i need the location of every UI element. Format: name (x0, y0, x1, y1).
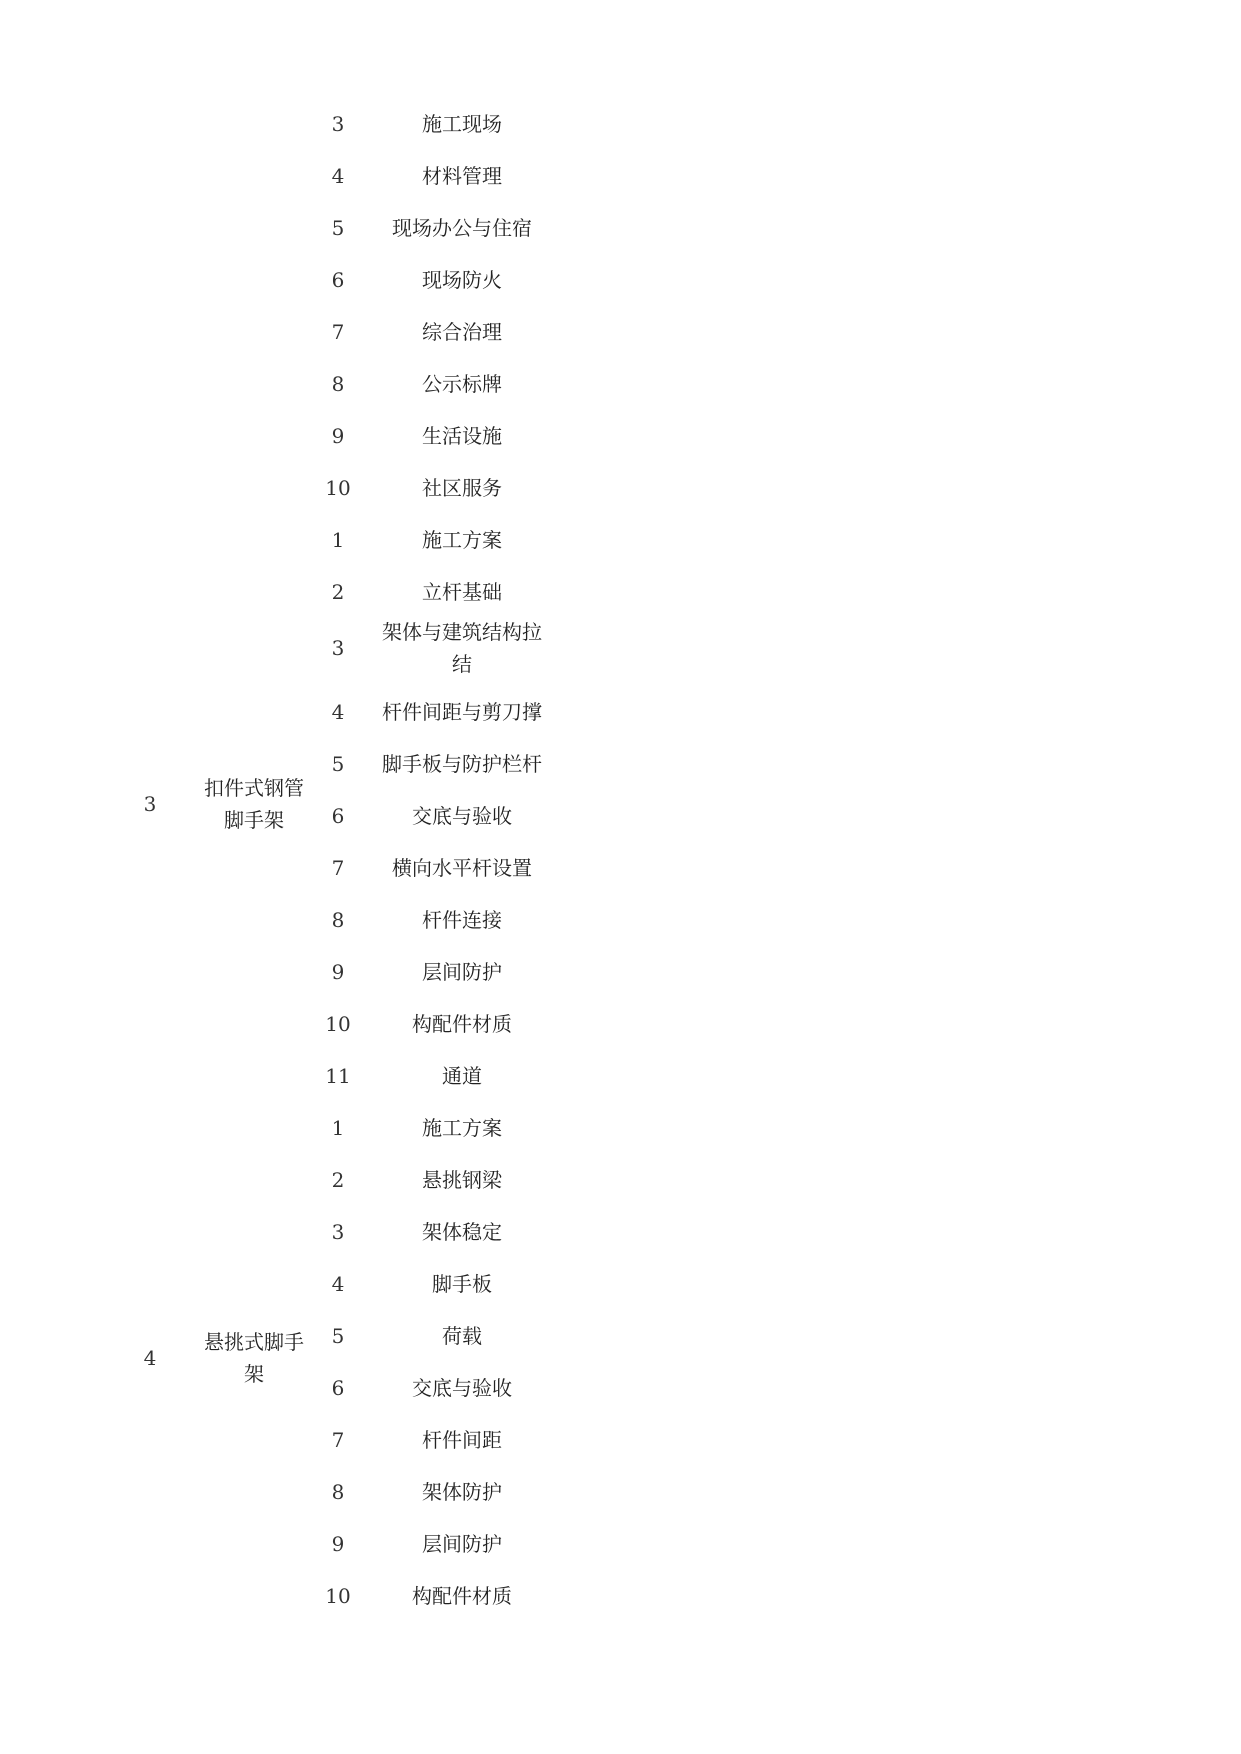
item-number: 10 (325, 476, 351, 500)
table-row (0, 1206, 1241, 1258)
table-row (0, 1466, 1241, 1518)
item-number: 1 (331, 528, 345, 552)
item-name: 施工方案 (422, 528, 502, 552)
item-name: 层间防护 (422, 1532, 502, 1556)
item-name: 现场防火 (422, 268, 502, 292)
table-row (0, 462, 1241, 514)
table-row (0, 1414, 1241, 1466)
item-number: 3 (331, 1220, 345, 1244)
table-row (0, 686, 1241, 738)
table-row (0, 1310, 1241, 1362)
item-name: 施工现场 (422, 112, 502, 136)
table-row (0, 306, 1241, 358)
item-number: 6 (331, 268, 345, 292)
table-row (0, 150, 1241, 202)
table-row (0, 1050, 1241, 1102)
category-number: 4 (143, 1346, 157, 1370)
table-row (0, 358, 1241, 410)
item-number: 5 (331, 216, 345, 240)
item-number: 6 (331, 1376, 345, 1400)
table-row (0, 616, 1241, 682)
item-number: 7 (331, 320, 345, 344)
item-name: 社区服务 (422, 476, 502, 500)
item-name: 杆件间距与剪刀撑 (382, 700, 542, 724)
table-row (0, 1362, 1241, 1414)
item-number: 3 (331, 112, 345, 136)
item-name: 脚手板 (432, 1272, 492, 1296)
item-name: 构配件材质 (412, 1012, 512, 1036)
item-number: 3 (331, 636, 345, 660)
table-row (0, 998, 1241, 1050)
item-number: 8 (331, 908, 345, 932)
item-number: 7 (331, 1428, 345, 1452)
table-row (0, 1154, 1241, 1206)
item-name: 交底与验收 (412, 804, 512, 828)
item-name: 架体与建筑结构拉结 (382, 620, 542, 676)
table-row (0, 1258, 1241, 1310)
table-row (0, 254, 1241, 306)
table-row (0, 946, 1241, 998)
item-name: 立杆基础 (422, 580, 502, 604)
item-name: 施工方案 (422, 1116, 502, 1140)
item-name: 悬挑钢梁 (422, 1168, 502, 1192)
table-row (0, 410, 1241, 462)
item-name: 架体稳定 (422, 1220, 502, 1244)
item-name: 材料管理 (422, 164, 502, 188)
item-name: 脚手板与防护栏杆 (382, 752, 542, 776)
item-name: 生活设施 (422, 424, 502, 448)
item-number: 9 (331, 960, 345, 984)
item-number: 7 (331, 856, 345, 880)
item-name: 杆件间距 (422, 1428, 502, 1452)
item-number: 2 (331, 1168, 345, 1192)
item-number: 8 (331, 372, 345, 396)
category-name: 悬挑式脚手架 (204, 1330, 304, 1386)
item-number: 1 (331, 1116, 345, 1140)
table-row (0, 514, 1241, 566)
item-name: 构配件材质 (412, 1584, 512, 1608)
item-number: 10 (325, 1584, 351, 1608)
item-name: 荷载 (442, 1324, 482, 1348)
table-row (0, 894, 1241, 946)
item-name: 架体防护 (422, 1480, 502, 1504)
item-number: 9 (331, 1532, 345, 1556)
item-number: 11 (325, 1064, 351, 1088)
item-number: 10 (325, 1012, 351, 1036)
item-number: 6 (331, 804, 345, 828)
table-row (0, 566, 1241, 618)
item-name: 杆件连接 (422, 908, 502, 932)
category-number: 3 (143, 792, 157, 816)
item-name: 交底与验收 (412, 1376, 512, 1400)
category-name: 扣件式钢管脚手架 (204, 776, 304, 832)
item-number: 4 (331, 164, 345, 188)
item-number: 4 (331, 700, 345, 724)
item-number: 8 (331, 1480, 345, 1504)
item-name: 层间防护 (422, 960, 502, 984)
table-row (0, 202, 1241, 254)
table-row (0, 738, 1241, 790)
table-row (0, 842, 1241, 894)
item-name: 现场办公与住宿 (392, 216, 532, 240)
table-row (0, 1102, 1241, 1154)
item-number: 2 (331, 580, 345, 604)
item-number: 4 (331, 1272, 345, 1296)
item-number: 5 (331, 752, 345, 776)
item-name: 综合治理 (422, 320, 502, 344)
item-number: 9 (331, 424, 345, 448)
item-name: 横向水平杆设置 (392, 856, 532, 880)
table-row (0, 98, 1241, 150)
table-row (0, 790, 1241, 842)
item-number: 5 (331, 1324, 345, 1348)
item-name: 通道 (442, 1064, 482, 1088)
table-row (0, 1570, 1241, 1622)
table-row (0, 1518, 1241, 1570)
item-name: 公示标牌 (422, 372, 502, 396)
